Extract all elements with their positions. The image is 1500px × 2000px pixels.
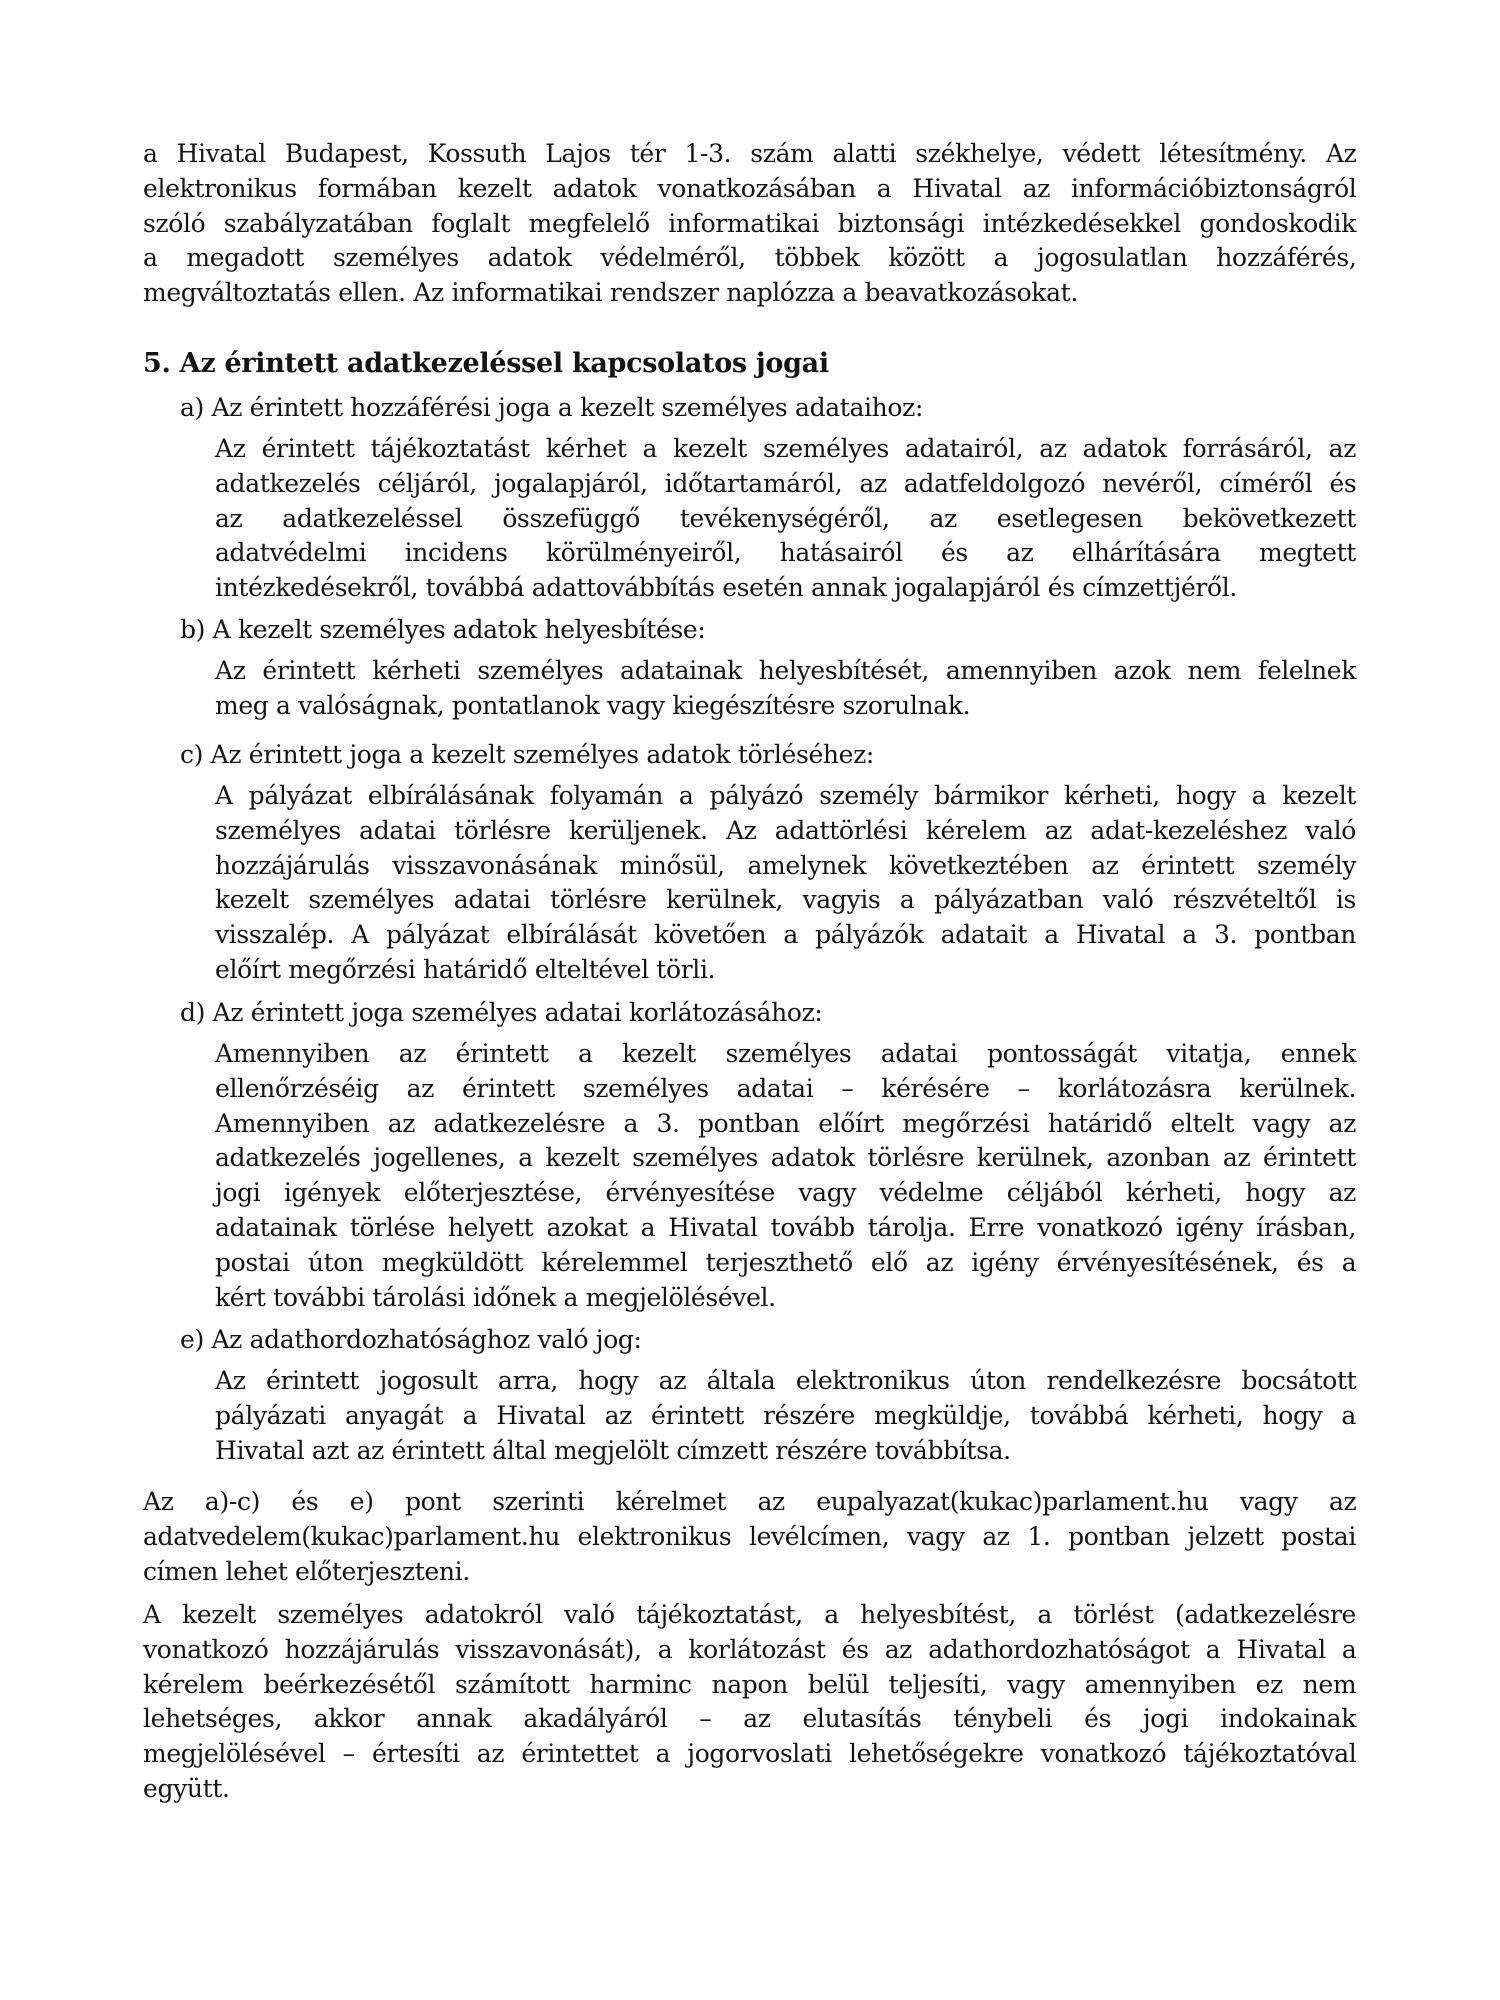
right-b-label: b) A kezelt személyes adatok helyesbítése: (180, 615, 706, 644)
paragraph-line: visszalép. A pályázat elbírálását követően a pályázók adatait a Hivatal a 3. pontban (215, 920, 1356, 950)
request-paragraph (143, 1485, 1356, 1589)
right-e-label: e) Az adathordozhatósághoz való jog: (180, 1325, 642, 1354)
paragraph-line: A pályázat elbírálásának folyamán a pályázó személy bármikor kérheti, hogy a kezelt (215, 781, 1357, 810)
paragraph-line: lehetséges, akkor annak akadályáról – az elutasítás ténybeli és jogi indokainak (143, 1704, 1356, 1734)
paragraph-line: kérelem beérkezésétől számított harminc napon belül teljesíti, vagy amennyiben ez nem (143, 1669, 1357, 1699)
paragraph-line: Az érintett kérheti személyes adatainak helyesbítését, amennyiben azok nem felelnek (215, 656, 1356, 685)
paragraph-line: Amennyiben az adatkezelésre a 3. pontban előírt megőrzési határidő eltelt vagy az (215, 1108, 1357, 1138)
right-e-body (215, 1364, 1356, 1468)
paragraph-line: ellenőrzéséig az érintett személyes adatai – kérésére – korlátozásra kerülnek. (215, 1073, 1357, 1103)
paragraph-line: elektronikus formában kezelt adatok vonatkozásában a Hivatal az információbiztonságról (143, 173, 1357, 203)
paragraph-line: adatainak törlése helyett azokat a Hivatal tovább tárolja. Erre vonatkozó igény írásban, (215, 1212, 1356, 1242)
paragraph-line: előírt megőrzési határidő elteltével törli. (215, 954, 716, 984)
intro-paragraph (143, 137, 1356, 311)
paragraph-line: adatvédelmi incidens körülményeiről, hatásairól és az elhárítására megtett (215, 538, 1356, 568)
paragraph-line: személyes adatai törlésre kerüljenek. Az adattörlési kérelem az adat-kezeléshez való (215, 815, 1356, 845)
paragraph-line: kért további tárolási időnek a megjelölésével. (215, 1282, 776, 1312)
paragraph-line: pályázati anyagát a Hivatal az érintett részére megküldje, továbbá kérheti, hogy a (215, 1400, 1356, 1430)
right-a-body (215, 432, 1356, 606)
right-d-body (215, 1037, 1356, 1315)
paragraph-line: meg a valóságnak, pontatlanok vagy kiegészítésre szorulnak. (215, 690, 971, 720)
paragraph-line: a Hivatal Budapest, Kossuth Lajos tér 1-3. szám alatti székhelye, védett létesítmény. Az (143, 139, 1357, 168)
right-b-body (215, 654, 1356, 724)
right-d-label: d) Az érintett joga személyes adatai korlátozásához: (180, 998, 823, 1027)
paragraph-line: Az érintett jogosult arra, hogy az általa elektronikus úton rendelkezésre bocsátott (215, 1366, 1357, 1395)
right-a-label: a) Az érintett hozzáférési joga a kezelt személyes adataihoz: (180, 393, 924, 422)
paragraph-line: jogi igények előterjesztése, érvényesítése vagy védelme céljából kérheti, hogy az (215, 1178, 1356, 1208)
paragraph-line: az adatkezeléssel összefüggő tevékenységéről, az esetlegesen bekövetkezett (215, 503, 1357, 533)
paragraph-line: Az a)-c) és e) pont szerinti kérelmet az eupalyazat(kukac)parlament.hu vagy az (143, 1487, 1357, 1516)
paragraph-line: szóló szabályzatában foglalt megfelelő informatikai biztonsági intézkedésekkel gondoskodik (143, 208, 1356, 238)
paragraph-line: Az érintett tájékoztatást kérhet a kezelt személyes adatairól, az adatok forrásáról, az (215, 434, 1357, 463)
paragraph-line: címen lehet előterjeszteni. (143, 1556, 470, 1586)
paragraph-line: adatkezelés jogellenes, a kezelt személyes adatok törlésre kerülnek, azonban az érintett (215, 1143, 1356, 1173)
paragraph-line: adatkezelés céljáról, jogalapjáról, időtartamáról, az adatfeldolgozó nevéről, címéről és (215, 468, 1357, 498)
section-heading: 5. Az érintett adatkezeléssel kapcsolatos jogai (143, 348, 829, 379)
paragraph-line: intézkedésekről, továbbá adattovábbítás esetén annak jogalapjáról és címzettjéről. (215, 573, 1237, 603)
paragraph-line: adatvedelem(kukac)parlament.hu elektronikus levélcímen, vagy az 1. pontban jelzett postai (143, 1521, 1356, 1551)
paragraph-line: vonatkozó hozzájárulás visszavonását), a korlátozást és az adathordozhatóságot a Hivatal a (143, 1634, 1357, 1664)
paragraph-line: A kezelt személyes adatokról való tájékoztatást, a helyesbítést, a törlést (adatkezelésre (143, 1600, 1356, 1629)
closing-paragraph (143, 1598, 1356, 1807)
paragraph-line: megjelölésével – értesíti az érintettet a jogorvoslati lehetőségekre vonatkozó tájékoztatóval (143, 1739, 1357, 1769)
right-c-body (215, 779, 1356, 988)
paragraph-line: postai úton megküldött kérelemmel terjeszthető elő az igény érvényesítésének, és a (215, 1247, 1357, 1277)
paragraph-line: megváltoztatás ellen. Az informatikai rendszer naplózza a beavatkozásokat. (143, 278, 1078, 308)
paragraph-line: Amennyiben az érintett a kezelt személyes adatai pontosságát vitatja, ennek (215, 1039, 1356, 1068)
paragraph-line: a megadott személyes adatok védelméről, többek között a jogosulatlan hozzáférés, (143, 243, 1357, 273)
paragraph-line: együtt. (143, 1773, 230, 1803)
paragraph-line: hozzájárulás visszavonásának minősül, amelynek következtében az érintett személy (215, 850, 1356, 880)
paragraph-line: kezelt személyes adatai törlésre kerülnek, vagyis a pályázatban való részvételtől is (215, 885, 1356, 915)
paragraph-line: Hivatal azt az érintett által megjelölt címzett részére továbbítsa. (215, 1435, 1011, 1465)
right-c-label: c) Az érintett joga a kezelt személyes adatok törléséhez: (180, 740, 875, 769)
